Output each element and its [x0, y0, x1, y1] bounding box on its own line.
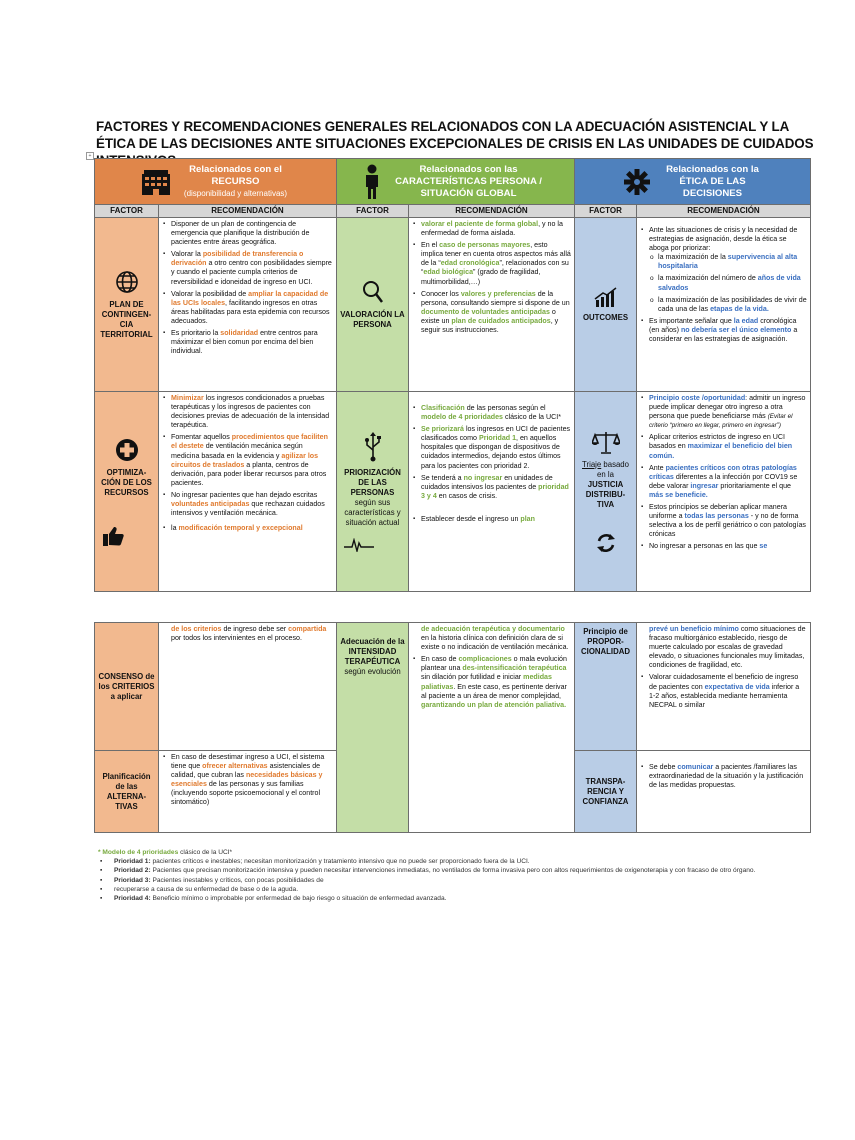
factor-adecuacion	[337, 623, 409, 833]
usb-icon	[364, 432, 382, 462]
table-row	[95, 218, 811, 392]
factor-outcomes	[575, 218, 637, 392]
label-factor: FACTOR	[337, 205, 409, 218]
list-item: ▪ Principio coste /oportunidad: admitir un ingreso puede implicar denegar otro ingreso a otra persona que puede beneficiarse más (Evitar el criterio “primero en llegar, primero en ingresar”)	[649, 394, 807, 430]
globe-icon	[115, 270, 139, 294]
factor-consenso	[95, 623, 159, 751]
header-person	[337, 159, 575, 205]
list-item: ▪ Se priorizará los ingresos en UCI de pacientes clasificados como Prioridad 1, en aquellos hospitales que dispongan de dispositivos de cuidados intermedios, dejando estos últimos para los pacientes con prioridad 2.	[421, 425, 571, 470]
factor-valoracion	[337, 218, 409, 392]
list-item: ▪ recuperarse a causa de su enfermedad de base o de la aguda.	[114, 885, 798, 894]
recommendation-cell: prevé un beneficio mínimo como situaciones de fracaso multiorgánico establecido, riesgo de muerte calculado por escalas de gravedad elevado, o situaciones funcionales muy limitadas, condiciones de fragilidad, etc. ▪ Valorar cuidadosamente el beneficio de ingreso de pacientes con expectativa de vida inferior a 1-2 años, establecida mediante herramienta NECPAL o similar	[637, 623, 811, 751]
list-item: ▪ Prioridad 3: Pacientes inestables y críticos, con pocas posibilidades de	[114, 876, 798, 885]
recommendation-cell	[409, 218, 575, 392]
list-item: ▪ Fomentar aquellos procedimientos que faciliten el destete de ventilación mecánica según medicina basada en la evidencia y agilizar los circuitos de traslados a planta, centros de derivación, para poder liberar recursos para otros pacientes.	[171, 433, 333, 488]
list-item: ▪ Se tenderá a no ingresar en unidades de cuidados intensivos los pacientes de prioridad 3 y 4 en casos de crisis.	[421, 474, 571, 501]
factor-optimizacion	[95, 392, 159, 592]
factor-label: CONSENSO de los CRITERIOS a aplicar	[98, 671, 155, 701]
label-recomendacion: RECOMENDACIÓN	[409, 205, 575, 218]
recommendation-cell	[409, 392, 575, 592]
header-resource-subtitle: (disponibilidad y alternativas)	[183, 188, 288, 198]
factor-priorizacion	[337, 392, 409, 592]
scales-icon	[592, 430, 620, 454]
list-item: ▪ valorar el paciente de forma global, y no la enfermedad de forma aislada.	[421, 220, 571, 238]
header-resource-title: Relacionados con el RECURSO	[189, 163, 282, 187]
recommendation-cell	[637, 218, 811, 392]
header-resource	[95, 159, 337, 205]
thumbs-up-icon	[102, 526, 124, 546]
chart-icon	[594, 287, 618, 307]
list-item: ▪ Valorar cuidadosamente el beneficio de ingreso de pacientes con expectativa de vida inferior a 1-2 años, establecida mediante herramienta NECPAL o similar	[649, 673, 807, 709]
label-recomendacion: RECOMENDACIÓN	[159, 205, 337, 218]
factor-label: VALORACIÓN LA PERSONA	[340, 309, 405, 329]
list-item: ▪ Es prioritario la solidaridad entre centros para máximizar el bien comun por encima del bien individual.	[171, 329, 333, 356]
list-item: ▪ En el caso de personas mayores, esto implica tener en cuenta otros aspectos más allá de la “edad cronológica”, relacionados con su “edad biológica” (grado de fragilidad, multimorbilidad,…)	[421, 241, 571, 286]
factor-label: PLAN DE CONTINGEN-CIA TERRITORIAL	[100, 299, 153, 339]
factor-planificacion	[95, 751, 159, 833]
list-item: o la maximización de la supervivencia al alta hospitalaria	[658, 253, 807, 271]
factor-label: JUSTICIA DISTRIBU-TIVA	[585, 479, 626, 509]
gear-icon	[623, 168, 651, 196]
ecg-icon	[344, 538, 374, 552]
factor-label: PRIORIZACIÓN DE LAS PERSONAS	[344, 467, 401, 497]
factor-label: OPTIMIZA-CIÓN DE LOS RECURSOS	[101, 467, 152, 497]
recommendation-cell: de adecuación terapéutica y documentario en la historia clínica con definición clara de si existe o no indicación de ventilación mecánica. ▪ En caso de complicaciones o mala evolución plantear una des-intensificación terapéutica sin dilación por futilidad e iniciar medidas paliativas. En este caso, es pertinente derivar al paciente a un área de menor complejidad, garantizando un plan de atención paliativa.	[409, 623, 575, 833]
factor-label: Planificación de las ALTERNA-TIVAS	[102, 771, 151, 811]
recommendation-cell	[637, 392, 811, 592]
list-item: ▪ Establecer desde el ingreso un plan	[421, 515, 571, 524]
list-item: ▪ Prioridad 2: Pacientes que precisan monitorización intensiva y pueden necesitar intervenciones inmediatas, no ventilados de forma invasiva pero con altos requerimientos de oxigenoterapia y con fracaso de otro órgano.	[114, 866, 798, 875]
recommendation-cell	[159, 751, 337, 833]
list-item: ▪ Valorar la posibilidad de ampliar la capacidad de las UCIs locales, facilitando ingresos en otras áreas habilitadas para esta epidemia con recursos adecuados.	[171, 290, 333, 326]
list-item: o la maximización del número de años de vida salvados	[658, 274, 807, 292]
header-row	[95, 159, 811, 205]
list-item: ▪ Minimizar los ingresos condicionados a pruebas terapéuticas y los ingresos de pacientes con decisiones previas de adecuación de la intensidad terapéutica.	[171, 394, 333, 430]
factor-sublabel: según evolución	[344, 667, 401, 676]
header-ethics	[575, 159, 811, 205]
list-item: ▪ Clasificación de las personas según el modelo de 4 prioridades clásico de la UCI*	[421, 404, 571, 422]
table-row	[95, 623, 811, 751]
header-ethics-title: Relacionados con la ÉTICA DE LAS DECISIONES	[666, 163, 759, 199]
list-item: ▪ Prioridad 4: Beneficio mínimo o improbable por enfermedad de bajo riesgo o situación de enfermedad avanzada.	[114, 894, 798, 903]
list-item: ▪ En caso de desestimar ingreso a UCI, el sistema tiene que ofrecer alternativas asistenciales de calidad, que cubran las necesidades básicas y esenciales de las personas y sus familias (incluyendo soporte psicoemocional y el control sintomático)	[171, 753, 333, 808]
list-item: ▪ la modificación temporal y excepcional	[171, 524, 333, 533]
factor-triaje: Triaje basado en la JUSTICIA DISTRIBU-TIVA	[575, 392, 637, 592]
list-item: ▪ No ingresar pacientes que han dejado escritas voluntades anticipadas que rechazan cuidados intensivos y ventilación mecánica.	[171, 491, 333, 518]
factor-label: TRANSPA-RENCIA Y CONFIANZA	[582, 776, 629, 806]
recommendation-cell: de los criterios de ingreso debe ser compartida por todos los intervinientes en el proceso.	[159, 623, 337, 751]
label-factor: FACTOR	[95, 205, 159, 218]
list-item: o la maximización de las posibilidades de vivir de cada una de las etapas de la vida.	[658, 296, 807, 314]
recommendation-cell	[159, 392, 337, 592]
factor-label-a: Triaje	[582, 459, 602, 469]
recycle-icon	[595, 532, 617, 554]
factor-plan-contingencia	[95, 218, 159, 392]
factors-table-bottom	[94, 622, 811, 833]
list-item: ▪ En caso de complicaciones o mala evolución plantear una des-intensificación terapéutica sin dilación por futilidad e iniciar medidas paliativas. En este caso, es pertinente derivar al paciente a un área de menor complejidad, garantizando un plan de atención paliativa.	[421, 655, 571, 710]
factor-label: OUTCOMES	[582, 312, 629, 322]
list-item: ▪ Ante pacientes críticos con otras patologías críticas diferentes a la infección por COV19 se debe valorar ingresar prioritariamente el que más se beneficie.	[649, 464, 807, 500]
list-item: ▪ No ingresar a personas en las que se	[649, 542, 807, 551]
list-item: ▪ Conocer los valores y preferencias de la persona, consultando siempre si dispone de un documento de voluntades anticipadas o existe un plan de cuidados anticipados, y seguir sus instrucciones.	[421, 290, 571, 335]
page-title: FACTORES Y RECOMENDACIONES GENERALES RELACIONADOS CON LA ADECUACIÓN ASISTENCIAL Y LA ÉTICA DE LAS DECISIONES ANTE SITUACIONES EXCEPCIONALES DE CRISIS EN LAS UNIDADES DE CUIDADOS	[96, 119, 814, 151]
building-icon	[141, 168, 171, 196]
list-item: ▪ Estos principios se deberían aplicar manera uniforme a todas las personas - y no de forma selectiva a los de perfil geriátrico o con patologías crónicas	[649, 503, 807, 539]
column-label-row	[95, 205, 811, 218]
magnifier-icon	[362, 280, 384, 304]
list-item: ▪ Prioridad 1: pacientes críticos e inestables; necesitan monitorización y tratamiento intensivo que no puede ser proporcionado fuera de la UCI.	[114, 857, 798, 866]
factor-sublabel: según sus características y situación actual	[344, 497, 401, 527]
list-item: ▪ Es importante señalar que la edad cronológica (en años) no debería ser el único elemento a considerar en las estrategias de asignación.	[649, 317, 807, 344]
recommendation-cell	[637, 751, 811, 833]
list-item: ▪ Valorar la posibilidad de transferencia o derivación a otro centro con posibilidades siempre y cuando el paciente cumpla criterios de reversibilidad e idoneidad de ingreso en UCI.	[171, 250, 333, 286]
table-row	[95, 392, 811, 592]
factor-label: Adecuación de la INTENSIDAD TERAPÉUTICA	[340, 637, 405, 666]
list-item: ▪ Ante las situaciones de crisis y la necesidad de estrategias de asignación, desde la ética se aboga por priorizar: o la maximización de la supervivencia al alta hospitalaria o la maximización del número de años de vida salvados o la maximización de las posibilidades de vivir de cada una de las etapas de la vida.	[649, 226, 807, 314]
factors-table-top	[94, 158, 811, 592]
label-recomendacion: RECOMENDACIÓN	[637, 205, 811, 218]
recommendation-cell	[159, 218, 337, 392]
label-factor: FACTOR	[575, 205, 637, 218]
footnote: * Modelo de 4 prioridades clásico de la UCI* ▪ Prioridad 1: pacientes críticos e inestables; necesitan monitorización y tratamiento intensivo que no puede ser proporcionado fuera de la UCI. ▪ Prioridad 2: Pacientes que precisan monitorización intensiva y pueden necesitar intervenciones inmediatas, no ventilados de forma invasiva pero con altos requerimientos de oxigenoterapia y con fracaso de otro órgano. ▪ Prioridad 3: Pacientes inestables y críticos, con pocas posibilidades de ▪ recuperarse a causa de su enfermedad de base o de la aguda. ▪ Prioridad 4: Beneficio mínimo o improbable por enfermedad de bajo riesgo o situación de enfermedad avanzada.	[98, 848, 798, 903]
factor-transparencia	[575, 751, 637, 833]
list-item: ▪ Disponer de un plan de contingencia de emergencia que planifique la distribución de pacientes entre áreas geográfica.	[171, 220, 333, 247]
factor-label: Principio de PROPOR-CIONALIDAD	[581, 627, 630, 656]
list-item: ▪ Se debe comunicar a pacientes /familiares las extraordinariedad de la situación y la justificación de las medidas propuestas.	[649, 763, 807, 790]
footnote-title: * Modelo de 4 prioridades	[98, 849, 179, 856]
list-item: ▪ Aplicar criterios estrictos de ingreso en UCI basados en maximizar el beneficio del bien común.	[649, 433, 807, 460]
table-anchor-icon[interactable]: +	[86, 152, 94, 160]
medical-cross-icon	[115, 438, 139, 462]
factor-proporcionalidad	[575, 623, 637, 751]
header-person-title: Relacionados con las CARACTERÍSTICAS PERSONA / SITUACIÓN GLOBAL	[395, 163, 542, 199]
person-icon	[363, 164, 381, 200]
